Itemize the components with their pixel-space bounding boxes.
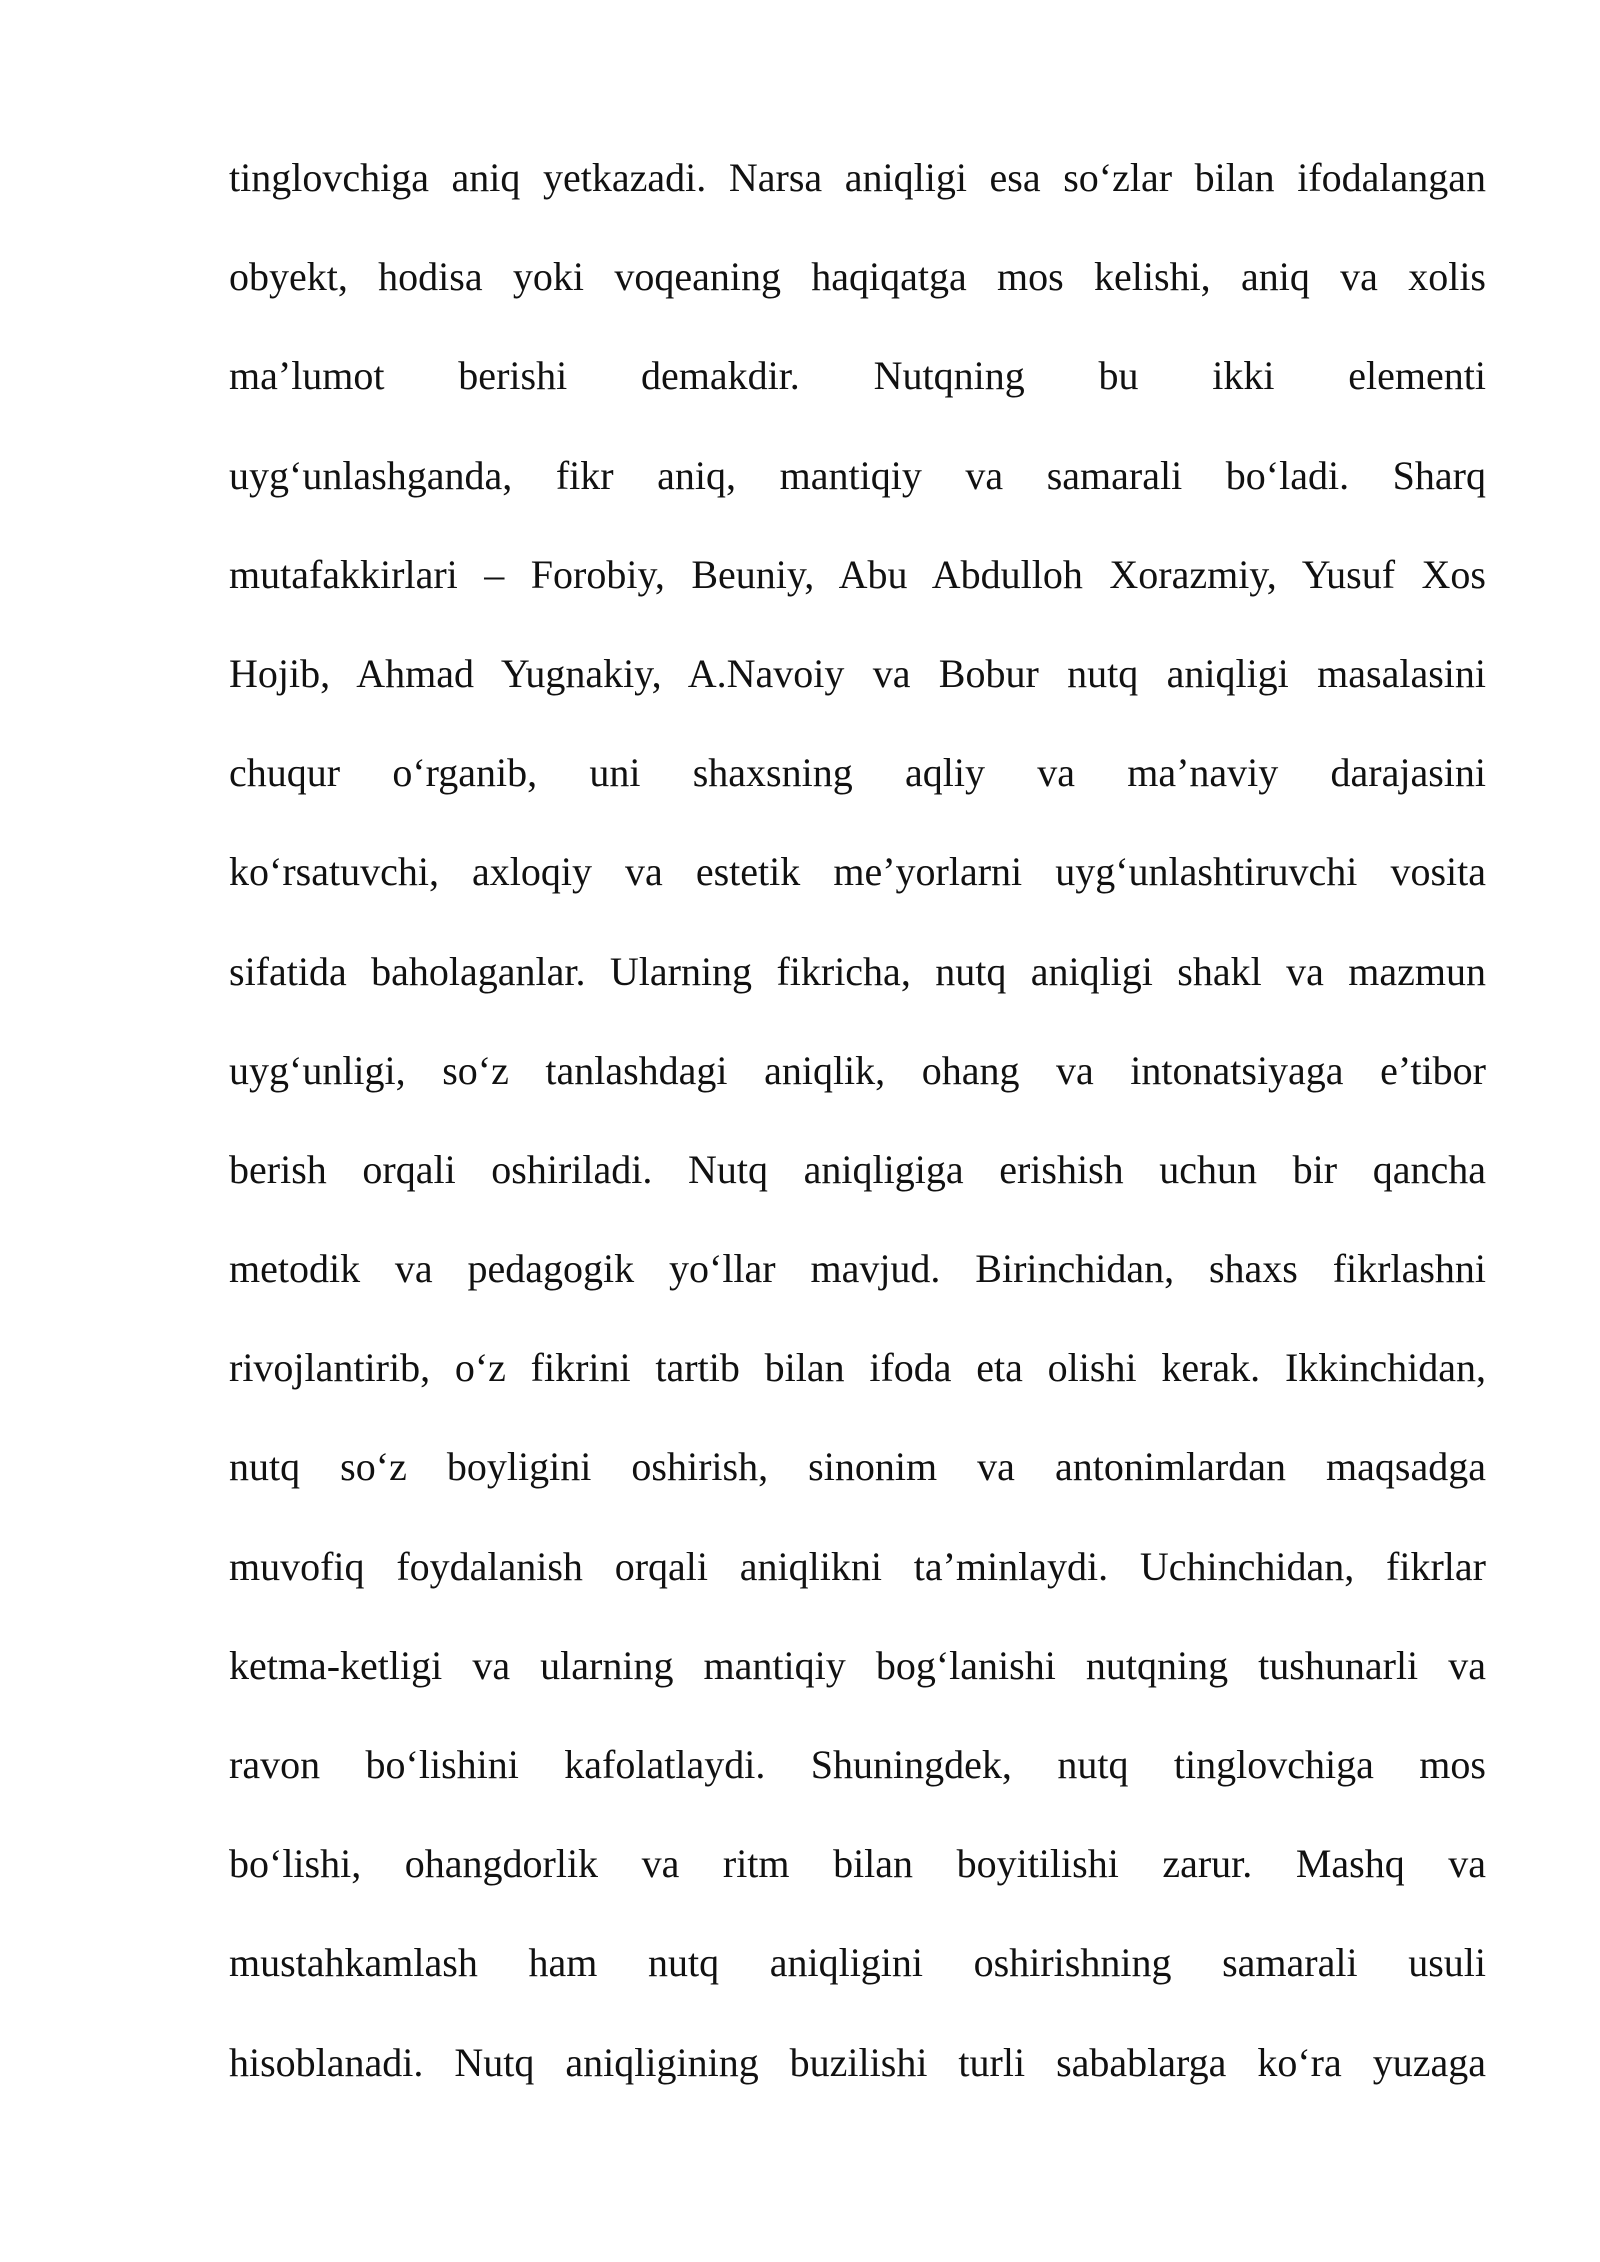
- text-line: obyekt, hodisa yoki voqeaning haqiqatga mos kelishi, aniq va xolis: [229, 254, 1486, 300]
- text-line: ko‘rsatuvchi, axloqiy va estetik me’yorlarni uyg‘unlashtiruvchi vosita: [229, 849, 1486, 895]
- text-line: hisoblanadi. Nutq aniqligining buzilishi turli sabablarga ko‘ra yuzaga: [229, 2039, 1486, 2085]
- text-line: ravon bo‘lishini kafolatlaydi. Shuningdek, nutq tinglovchiga mos: [229, 1742, 1486, 1787]
- text-line: sifatida baholaganlar. Ularning fikricha, nutq aniqligi shakl va mazmun: [229, 948, 1486, 994]
- text-line: chuqur o‘rganib, uni shaxsning aqliy va ma’naviy darajasini: [229, 750, 1486, 796]
- text-line: ketma-ketligi va ularning mantiqiy bog‘lanishi nutqning tushunarli va: [229, 1642, 1486, 1688]
- text-line: tinglovchiga aniq yetkazadi. Narsa aniqligi esa so‘zlar bilan ifodalangan: [229, 155, 1486, 200]
- text-line: Hojib, Ahmad Yugnakiy, A.Navoiy va Bobur nutq aniqligi masalasini: [229, 650, 1486, 696]
- text-line: mustahkamlash ham nutq aniqligini oshirishning samarali usuli: [229, 1940, 1486, 1986]
- text-line: rivojlantirib, o‘z fikrini tartib bilan ifoda eta olishi kerak. Ikkinchidan,: [229, 1345, 1486, 1391]
- body-text: [229, 145, 1486, 2129]
- text-line: metodik va pedagogik yo‘llar mavjud. Birinchidan, shaxs fikrlashni: [229, 1246, 1486, 1292]
- text-line: berish orqali oshiriladi. Nutq aniqligiga erishish uchun bir qancha: [229, 1146, 1486, 1192]
- text-line: uyg‘unlashganda, fikr aniq, mantiqiy va samarali bo‘ladi. Sharq: [229, 452, 1486, 498]
- text-line: bo‘lishi, ohangdorlik va ritm bilan boyitilishi zarur. Mashq va: [229, 1841, 1486, 1887]
- text-line: nutq so‘z boyligini oshirish, sinonim va antonimlardan maqsadga: [229, 1444, 1486, 1490]
- text-line: uyg‘unligi, so‘z tanlashdagi aniqlik, ohang va intonatsiyaga e’tibor: [229, 1047, 1486, 1093]
- text-line: ma’lumot berishi demakdir. Nutqning bu ikki elementi: [229, 353, 1486, 399]
- text-line: muvofiq foydalanish orqali aniqlikni ta’minlaydi. Uchinchidan, fikrlar: [229, 1543, 1486, 1589]
- text-line: mutafakkirlari – Forobiy, Beuniy, Abu Abdulloh Xorazmiy, Yusuf Xos: [229, 551, 1486, 597]
